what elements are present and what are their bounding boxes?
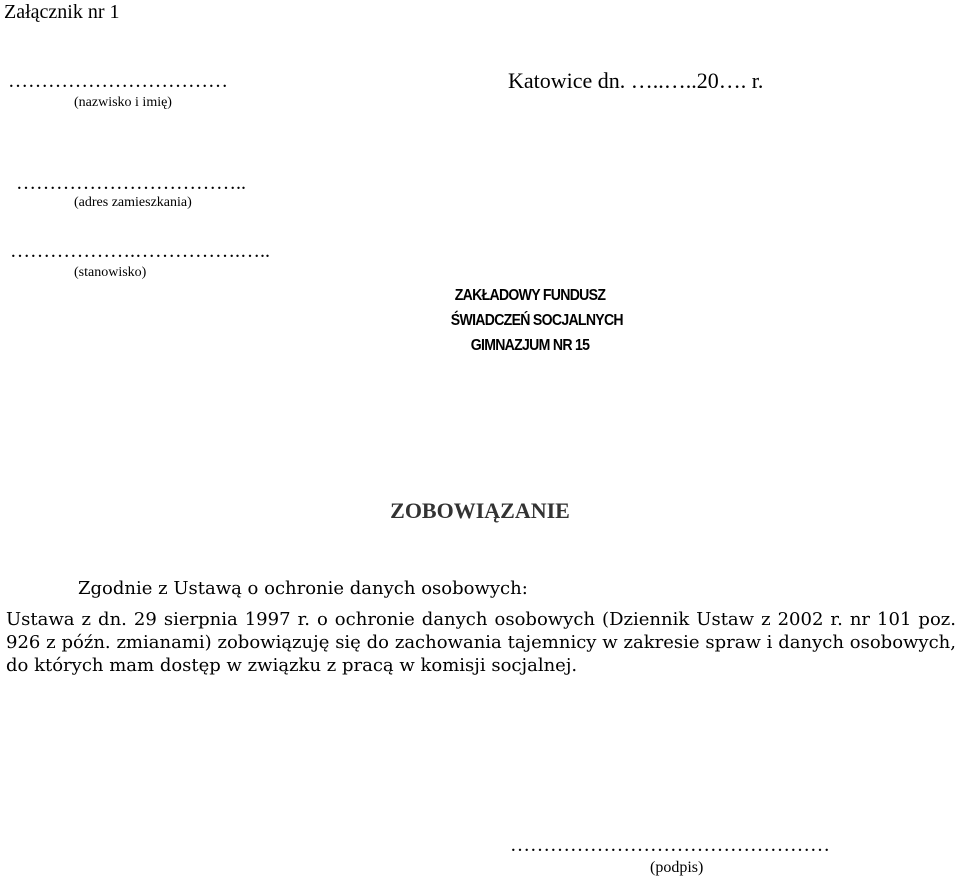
address-caption: (adres zamieszkania) bbox=[74, 195, 192, 210]
document-heading: ZOBOWIĄZANIE bbox=[390, 498, 570, 523]
signature-dotted-line: ………………………………………… bbox=[510, 834, 830, 856]
intro-text: Zgodnie z Ustawą o ochronie danych osobowych: bbox=[78, 578, 528, 599]
annex-label: Załącznik nr 1 bbox=[4, 1, 120, 23]
signature-caption: (podpis) bbox=[650, 859, 704, 876]
recipient-line-1: ZAKŁADOWY FUNDUSZ bbox=[454, 287, 606, 304]
position-dotted-line: ……………….…………….….. bbox=[10, 240, 270, 262]
name-caption: (nazwisko i imię) bbox=[74, 95, 172, 110]
address-dotted-line: …………………………….. bbox=[16, 172, 246, 194]
position-caption: (stanowisko) bbox=[74, 265, 147, 280]
city-date: Katowice dn. …..…..20…. r. bbox=[508, 68, 764, 93]
recipient-line-2: ŚWIADCZEŃ SOCJALNYCH bbox=[450, 312, 623, 329]
obligation-paragraph: Ustawa z dn. 29 sierpnia 1997 r. o ochronie danych osobowych (Dziennik Ustaw z 2002 r. nr 101 poz. 926 z późn. zmianami) zobowiązuję się do zachowania tajemnicy w zakresie spraw i danych osobowych, do których mam dostęp w związku z pracą w komisji socjalnej. bbox=[6, 609, 956, 676]
name-dotted-line: …………………………… bbox=[8, 70, 228, 92]
recipient-line-3: GIMNAZJUM NR 15 bbox=[470, 337, 590, 354]
